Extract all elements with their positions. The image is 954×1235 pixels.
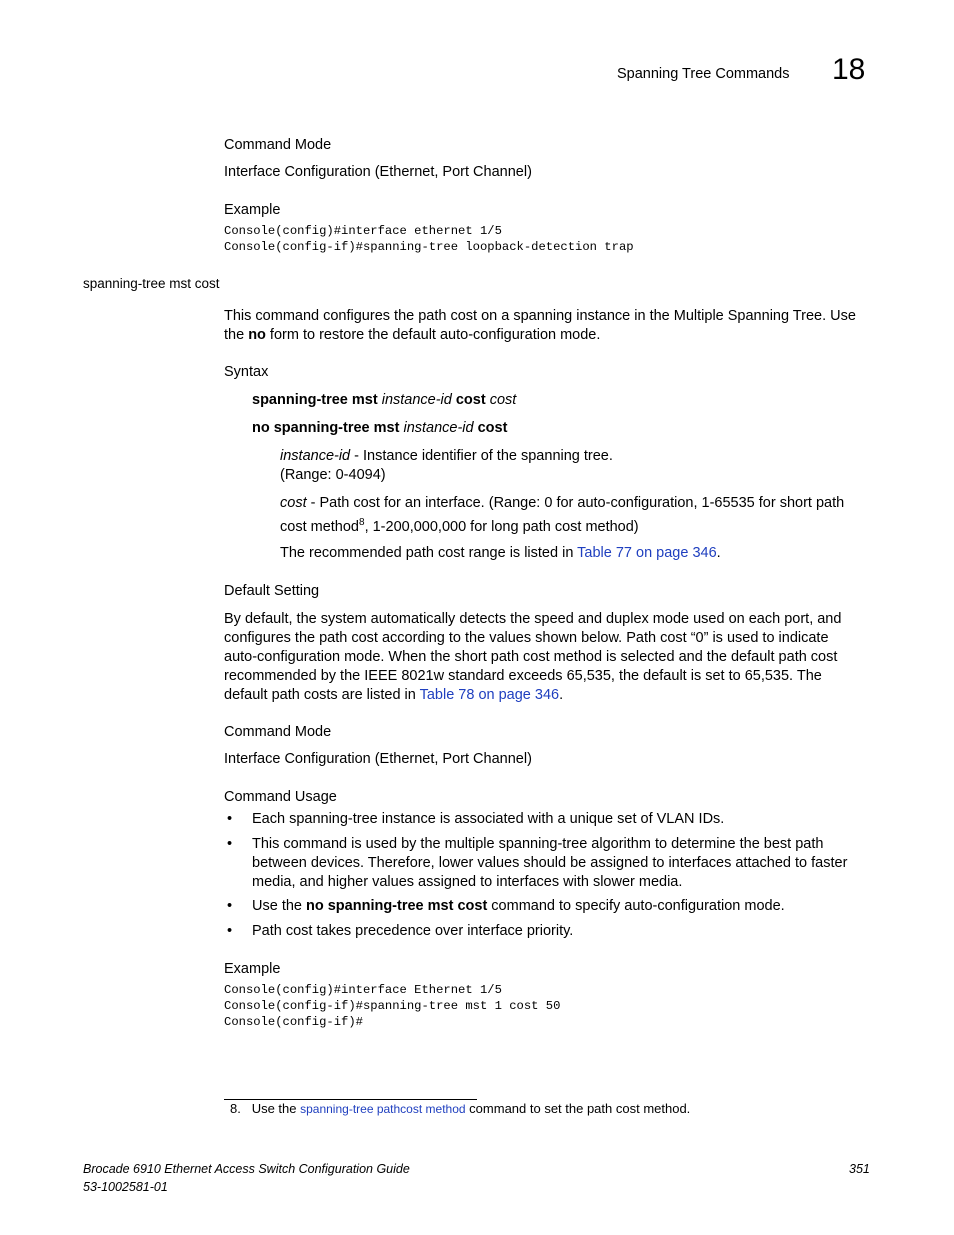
command-mode-heading-2: Command Mode (224, 724, 332, 740)
bullet-icon: • (227, 923, 233, 939)
footnote: 8. Use the spanning-tree pathcost method command to set the path cost method. (230, 1101, 691, 1116)
command-mode-text-2: Interface Configuration (Ethernet, Port Channel) (224, 751, 532, 767)
table-77-link[interactable]: Table 77 on page 346 (577, 545, 717, 561)
usage-item: • Use the no spanning-tree mst cost command to specify auto-configuration mode. (227, 898, 785, 914)
recommended-range-note: The recommended path cost range is listed in Table 77 on page 346. (280, 545, 721, 561)
bullet-icon: • (227, 836, 233, 852)
usage-item: • This command is used by the multiple spanning-tree algorithm to determine the best path between devices. Therefore, lower values should be assigned to interfaces attached to faster media, and higher values assigned to interfaces with slower media. (227, 836, 848, 890)
usage-item: • Each spanning-tree instance is associated with a unique set of VLAN IDs. (227, 811, 725, 827)
footnote-separator (224, 1099, 477, 1100)
command-mode-text: Interface Configuration (Ethernet, Port Channel) (224, 164, 532, 180)
command-title: spanning-tree mst cost (83, 276, 220, 291)
example-heading: Example (224, 202, 281, 218)
command-mode-heading: Command Mode (224, 137, 332, 153)
default-setting-text: By default, the system automatically detects the speed and duplex mode used on each port, and configures the path cost according to the values shown below. Path cost “0” is used to indicate auto-configuration mode. When the short path cost method is selected and the default path cost recommended by the IEEE 8021w standard exceeds 65,535, the default is set to 65,535. The default path costs are listed in Table 78 on page 346. (224, 611, 842, 703)
running-header-title: Spanning Tree Commands (617, 66, 790, 82)
footer-page-number: 351 (849, 1162, 870, 1176)
bullet-icon: • (227, 898, 233, 914)
table-78-link[interactable]: Table 78 on page 346 (419, 687, 560, 703)
usage-item: • Path cost takes precedence over interface priority. (227, 923, 574, 939)
command-description: This command configures the path cost on a spanning instance in the Multiple Spanning Tree. Use the no form to restore the default auto-configuration mode. (224, 308, 856, 343)
example-code-block: Console(config)#interface ethernet 1/5 Console(config-if)#spanning-tree loopback-detection trap (224, 224, 634, 254)
param-cost: cost - Path cost for an interface. (Range: 0 for auto-configuration, 1-65535 for short path cost method$^8$, 1-200,000,000 for long path cost method) (280, 495, 845, 535)
example-heading-2: Example (224, 961, 281, 977)
footer-guide-title: Brocade 6910 Ethernet Access Switch Configuration Guide (83, 1162, 410, 1176)
pathcost-method-link[interactable]: spanning-tree pathcost method (300, 1102, 466, 1116)
example-code-block-2: Console(config)#interface Ethernet 1/5 Console(config-if)#spanning-tree mst 1 cost 50 Console(config-if)# (224, 983, 561, 1029)
chapter-number: 18 (832, 53, 866, 86)
command-usage-heading: Command Usage (224, 789, 337, 805)
default-setting-heading: Default Setting (224, 583, 320, 599)
syntax-line-2: no spanning-tree mst instance-id cost (252, 420, 508, 436)
param-instance-id: instance-id - Instance identifier of the spanning tree. (Range: 0-4094) (280, 448, 613, 483)
footer-doc-number: 53-1002581-01 (83, 1180, 168, 1194)
syntax-heading: Syntax (224, 364, 269, 380)
bullet-icon: • (227, 811, 233, 827)
syntax-line-1: spanning-tree mst instance-id cost cost (252, 392, 517, 408)
